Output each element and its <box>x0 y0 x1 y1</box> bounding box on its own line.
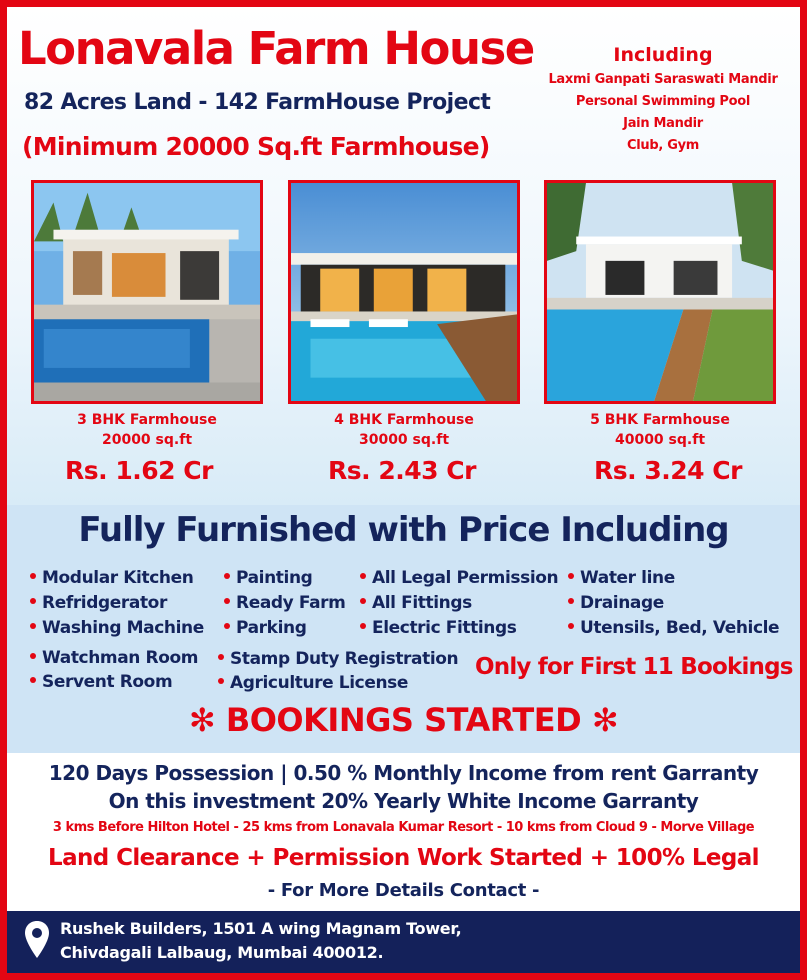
including-item: Laxmi Ganpati Saraswati Mandir <box>548 72 778 87</box>
card-type: 5 BHK Farmhouse <box>590 412 730 428</box>
including-item: Club, Gym <box>626 138 699 153</box>
card-area: 40000 sq.ft <box>614 432 706 448</box>
feature-item: Electric Fittings <box>360 618 517 638</box>
card-3bhk-label <box>31 410 263 450</box>
feature-item: Washing Machine <box>30 618 204 638</box>
feature-item: All Fittings <box>360 593 472 613</box>
feature-item: Parking <box>224 618 306 638</box>
first-bookings-note: Only for First 11 Bookings <box>475 654 793 680</box>
card-5bhk-price: Rs. 3.24 Cr <box>594 456 742 485</box>
feature-item: Refridgerator <box>30 593 167 613</box>
including-item: Jain Mandir <box>623 116 703 131</box>
location-line: 3 kms Before Hilton Hotel - 25 kms from Lonavala Kumar Resort - 10 kms from Cloud 9 - Morve Village <box>52 820 755 835</box>
address-line-1: Rushek Builders, 1501 A wing Magnam Tower, <box>60 919 462 938</box>
feature-item: Agriculture License <box>218 673 408 693</box>
feature-item: Ready Farm <box>224 593 345 613</box>
including-item: Personal Swimming Pool <box>575 94 751 109</box>
clearance-line: Land Clearance + Permission Work Started + 100% Legal <box>48 845 759 871</box>
feature-item: Stamp Duty Registration <box>218 649 458 669</box>
location-pin-icon <box>24 920 50 960</box>
farmhouse-photo-3bhk <box>31 180 263 404</box>
possession-line: 120 Days Possession | 0.50 % Monthly Income from rent Garranty <box>48 761 759 785</box>
feature-item: Modular Kitchen <box>30 568 193 588</box>
page-title: Lonavala Farm House <box>18 22 534 75</box>
card-4bhk-label <box>288 410 520 450</box>
card-area: 30000 sq.ft <box>358 432 450 448</box>
card-area: 20000 sq.ft <box>101 432 193 448</box>
feature-item: Watchman Room <box>30 648 198 668</box>
card-type: 4 BHK Farmhouse <box>334 412 474 428</box>
investment-line: On this investment 20% Yearly White Income Garranty <box>108 789 699 813</box>
farmhouse-photo-4bhk <box>288 180 520 404</box>
furnished-title: Fully Furnished with Price Including <box>78 510 729 550</box>
feature-item: Water line <box>568 568 675 588</box>
feature-item: Painting <box>224 568 312 588</box>
including-heading: Including <box>613 44 713 66</box>
including-list <box>532 44 794 157</box>
card-4bhk-price: Rs. 2.43 Cr <box>328 456 476 485</box>
project-subtitle: 82 Acres Land - 142 FarmHouse Project <box>24 90 491 115</box>
farmhouse-photo-5bhk <box>544 180 776 404</box>
bookings-started-banner: ✻ BOOKINGS STARTED ✻ <box>188 701 619 739</box>
footer-address <box>60 917 461 965</box>
feature-item: Servent Room <box>30 672 172 692</box>
feature-item: Utensils, Bed, Vehicle <box>568 618 779 638</box>
card-3bhk-price: Rs. 1.62 Cr <box>65 456 213 485</box>
feature-item: Drainage <box>568 593 664 613</box>
minimum-size-note: (Minimum 20000 Sq.ft Farmhouse) <box>22 132 490 161</box>
feature-item: All Legal Permission <box>360 568 558 588</box>
address-line-2: Chivdagali Lalbaug, Mumbai 400012. <box>60 943 384 962</box>
contact-line: - For More Details Contact - <box>267 880 540 901</box>
card-type: 3 BHK Farmhouse <box>77 412 217 428</box>
card-5bhk-label <box>544 410 776 450</box>
